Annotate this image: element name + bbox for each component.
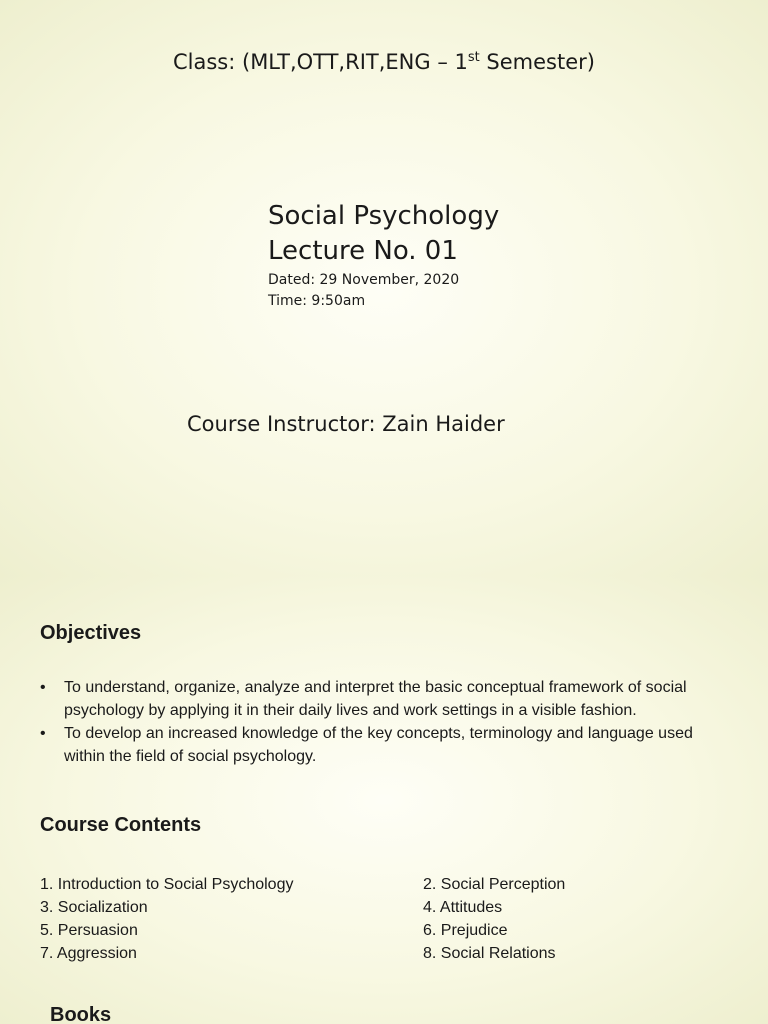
class-line-suffix: Semester) [479, 50, 595, 74]
bullet-icon: • [40, 679, 46, 696]
class-line [0, 50, 768, 74]
objective-text: To understand, organize, analyze and interpret the basic conceptual framework of social psychology by applying it in their daily lives and work settings in a visible fashion. [64, 679, 687, 719]
lecture-time: Time: 9:50am [268, 293, 366, 309]
content-item: 5. Persuasion [40, 922, 138, 939]
lecture-meta [268, 270, 459, 312]
objectives-heading: Objectives [40, 622, 142, 644]
class-line-superscript: st [467, 50, 480, 65]
objectives-list [40, 676, 730, 768]
content-item: 7. Aggression [40, 945, 137, 962]
content-item: 4. Attitudes [423, 899, 503, 916]
objective-text: To develop an increased knowledge of the key concepts, terminology and language used within the field of social psychology. [64, 725, 693, 765]
course-contents-list [40, 873, 740, 965]
lecture-number: Lecture No. 01 [268, 236, 458, 266]
objective-item [40, 676, 730, 722]
content-item: 3. Socialization [40, 899, 148, 916]
course-instructor: Course Instructor: Zain Haider [187, 412, 505, 436]
class-line-text: Class: (MLT,OTT,RIT,ENG – 1 [173, 50, 468, 74]
course-title: Social Psychology [268, 201, 500, 231]
lecture-title [268, 199, 499, 269]
content-item: 2. Social Perception [423, 876, 566, 893]
content-item: 6. Prejudice [423, 922, 508, 939]
course-contents-heading: Course Contents [40, 814, 202, 836]
content-item: 1. Introduction to Social Psychology [40, 876, 294, 893]
lecture-date: Dated: 29 November, 2020 [268, 272, 460, 288]
books-heading: Books [50, 1004, 112, 1024]
content-item: 8. Social Relations [423, 945, 556, 962]
objectives-slide [0, 576, 768, 1024]
objective-item [40, 722, 730, 768]
bullet-icon: • [40, 725, 46, 742]
